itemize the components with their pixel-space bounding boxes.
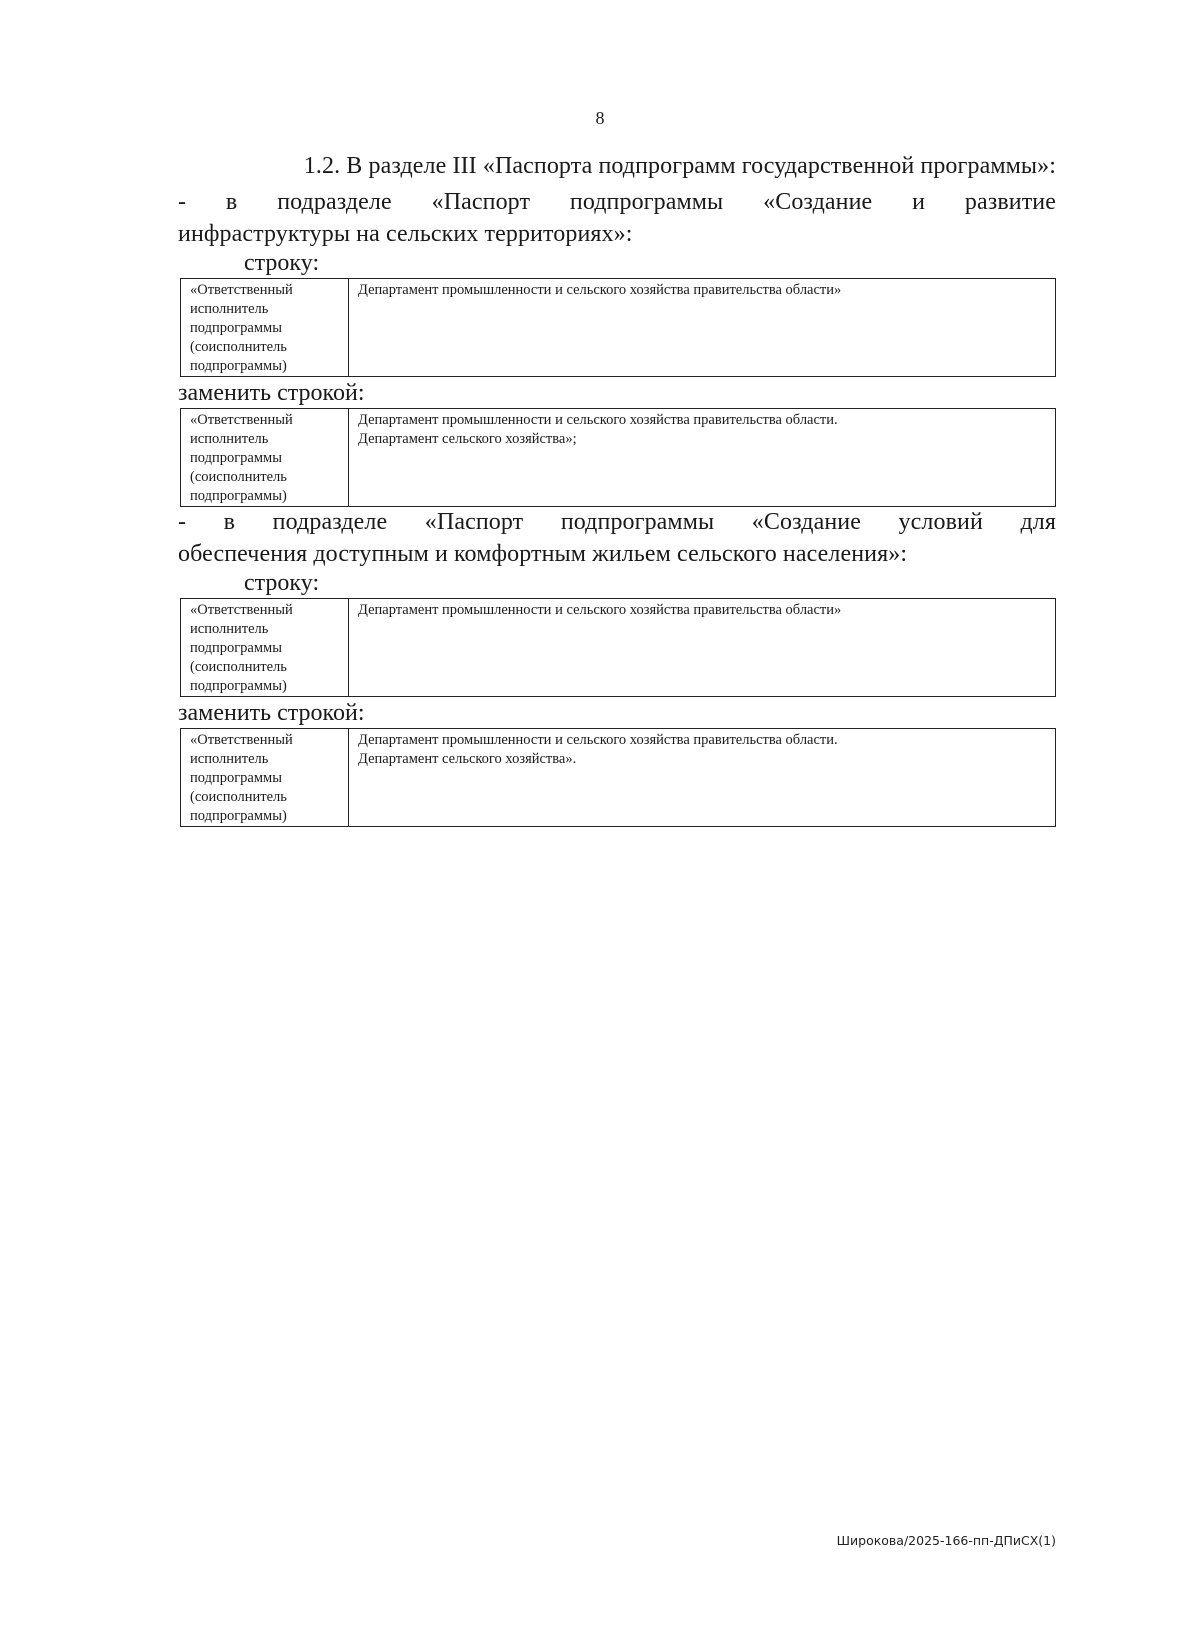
cell-line: исполнитель	[190, 301, 269, 317]
cell-line: Департамент промышленности и сельского хозяйства правительства области.	[358, 732, 838, 748]
cell-line: Департамент сельского хозяйства»;	[358, 431, 577, 447]
responsible-executor-cell	[181, 279, 349, 377]
responsible-executor-cell	[181, 729, 349, 827]
cell-line: Департамент промышленности и сельского хозяйства правительства области»	[358, 282, 842, 298]
passport-table-3	[180, 598, 1056, 697]
replace-label-2: заменить строкой:	[178, 700, 365, 726]
cell-line: Департамент промышленности и сельского хозяйства правительства области»	[358, 602, 842, 618]
table-row	[181, 409, 1056, 507]
passport-table-1	[180, 278, 1056, 377]
department-cell	[349, 729, 1056, 827]
department-cell	[349, 279, 1056, 377]
cell-line: (соисполнитель	[190, 659, 287, 675]
cell-line: подпрограммы)	[190, 678, 287, 694]
table-row	[181, 279, 1056, 377]
replace-label-1: заменить строкой:	[178, 380, 365, 406]
document-footer-code: Широкова/2025-166-пп-ДПиСХ(1)	[836, 1533, 1056, 1548]
table-row	[181, 599, 1056, 697]
subsection-1-line-2: инфраструктуры на сельских территориях»:	[178, 221, 633, 247]
department-cell	[349, 599, 1056, 697]
row-label-1: строку:	[244, 250, 320, 276]
row-label-2: строку:	[244, 570, 320, 596]
cell-line: Департамент промышленности и сельского хозяйства правительства области.	[358, 412, 838, 428]
cell-line: «Ответственный	[190, 412, 293, 428]
subsection-1-line-1: - в подразделе «Паспорт подпрограммы «Создание и развитие	[178, 189, 1056, 215]
cell-line: подпрограммы	[190, 320, 282, 336]
passport-table-2	[180, 408, 1056, 507]
cell-line: Департамент сельского хозяйства».	[358, 751, 577, 767]
cell-line: «Ответственный	[190, 602, 293, 618]
passport-table-4	[180, 728, 1056, 827]
subsection-2-line-1: - в подразделе «Паспорт подпрограммы «Создание условий для	[178, 509, 1056, 535]
cell-line: «Ответственный	[190, 732, 293, 748]
subsection-2-line-2: обеспечения доступным и комфортным жильем сельского населения»:	[178, 541, 908, 567]
cell-line: подпрограммы	[190, 450, 282, 466]
department-cell	[349, 409, 1056, 507]
page-number: 8	[595, 108, 605, 128]
table-row	[181, 729, 1056, 827]
cell-line: подпрограммы	[190, 770, 282, 786]
cell-line: исполнитель	[190, 431, 269, 447]
cell-line: исполнитель	[190, 751, 269, 767]
cell-line: «Ответственный	[190, 282, 293, 298]
cell-line: (соисполнитель	[190, 339, 287, 355]
cell-line: (соисполнитель	[190, 469, 287, 485]
cell-line: подпрограммы)	[190, 808, 287, 824]
cell-line: (соисполнитель	[190, 789, 287, 805]
responsible-executor-cell	[181, 599, 349, 697]
section-heading: 1.2. В разделе III «Паспорта подпрограмм государственной программы»:	[303, 153, 1056, 179]
cell-line: исполнитель	[190, 621, 269, 637]
cell-line: подпрограммы	[190, 640, 282, 656]
responsible-executor-cell	[181, 409, 349, 507]
cell-line: подпрограммы)	[190, 358, 287, 374]
cell-line: подпрограммы)	[190, 488, 287, 504]
